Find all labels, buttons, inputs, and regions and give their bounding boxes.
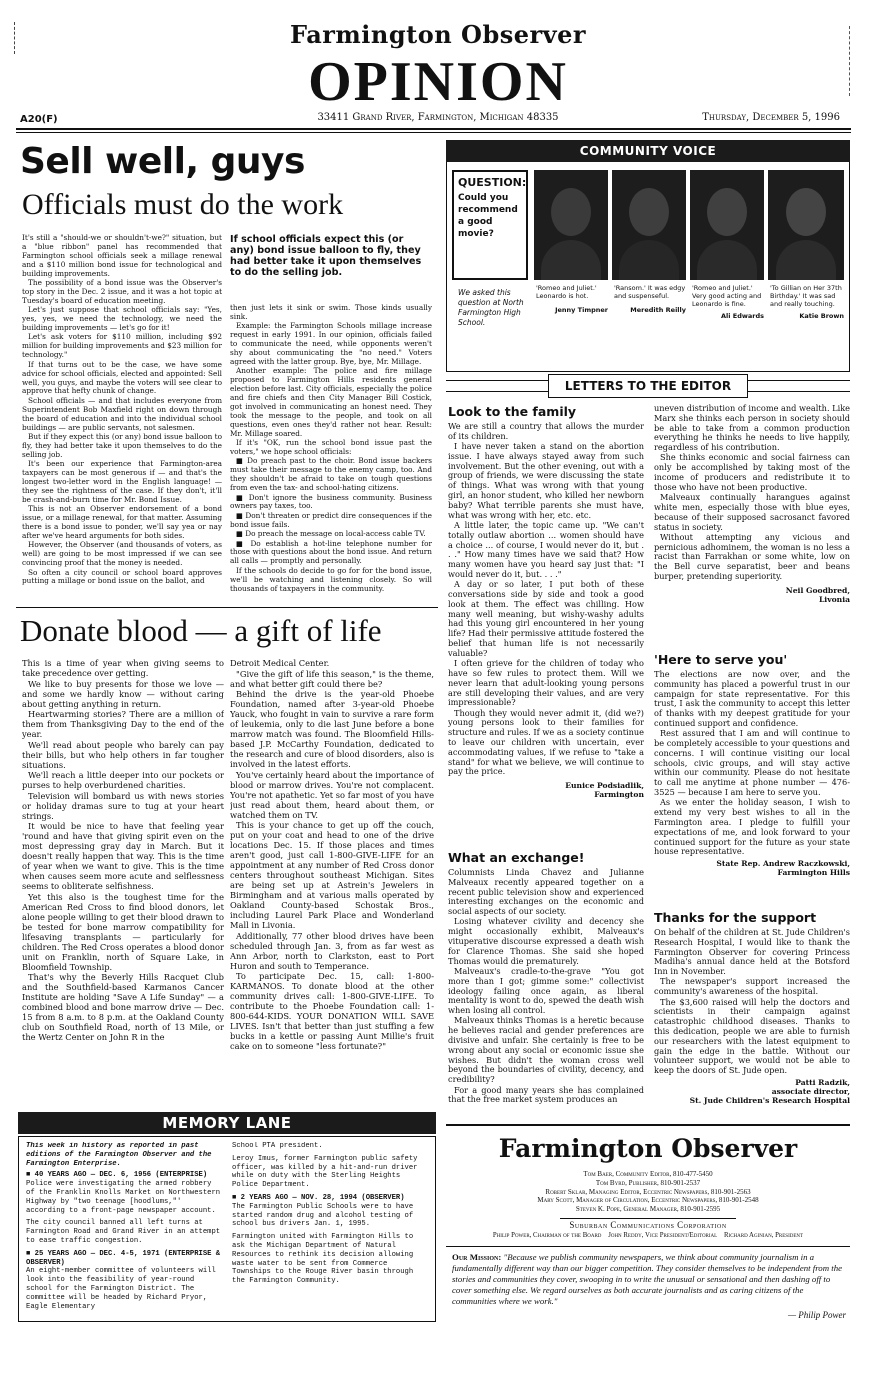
mission-text: "Because we publish community newspapers, we think about community journalism in a fundamentally different way than our bigger competition. They consider themselves to be independent from the stories and communities they cover, swooping in to write the unusual or sensational and then dashing off to cover something else. We regard ourselves as both accurate journalists and as caring citizens of the communities where we work." — [452, 1252, 843, 1306]
quote-1 — [536, 284, 608, 314]
staff-rule — [446, 1246, 850, 1247]
quote-text: 'Romeo and Juliet.' Very good acting and Leonardo is fine. — [692, 284, 762, 308]
paragraph: then just lets it sink or swim. Those kinds usually sink. — [230, 304, 432, 321]
paragraph: We'll reach a little deeper into our pockets or purses to help overburdened charities. — [22, 770, 224, 790]
photo-jenny-timpner — [534, 170, 608, 280]
letter-title: Look to the family — [448, 404, 577, 419]
person-name: Ali Edwards — [721, 312, 764, 320]
paragraph: Another example: The police and fire millage proposed to Farmington Hills residents general election before last. City officials, especially the police and fire chiefs and then City Manager Bill Costick, got involved in communicating an honest need. They took the message to the people, and took on all questions, even ones they'd rather not hear. Result: Mr. Millage soared. — [230, 366, 432, 438]
paragraph: ■ Don't ignore the business community. Business owners pay taxes, too. — [230, 492, 432, 511]
paragraph: I often grieve for the children of today who have so few rules to protect them. Will we never learn that adult-looking young persons are still developing their values, and are very impressionable? — [448, 658, 644, 708]
editorial-subhead: Officials must do the work — [22, 188, 344, 221]
paragraph: Television will bombard us with news stories or holiday dramas sure to tug at your heart strings. — [22, 790, 224, 821]
paragraph: So often a city council or school board approves putting a millage or bond issue on the ballot, and — [22, 567, 222, 586]
memory-entry-heading: ■ 2 YEARS AGO — NOV. 28, 1994 (OBSERVER) — [232, 1193, 405, 1202]
photo-ali-edwards — [690, 170, 764, 280]
quote-text: 'Romeo and Juliet.' Leonardo is hot. — [536, 284, 597, 300]
paragraph: The elections are now over, and the community has placed a powerful trust in our campaign for state representative. For this trust, I ask the community to accept this letter of thanks with my deepest gratitude for your continued support and confidence. — [654, 670, 850, 728]
quote-4 — [770, 284, 844, 320]
editorial2-headline: Donate blood — a gift of life — [20, 613, 382, 648]
address: 33411 Grand River, Farmington, Michigan 48335 — [317, 112, 559, 123]
paragraph: uneven distribution of income and wealth. Like Marx she thinks each person in society should be able to take from a common production everything he thinks he needs to live happily, regardless of his contribution. — [654, 404, 850, 453]
paragraph: ■ Do establish a hot-line telephone number for those with questions about the bond issue. And return all calls — promptly and personally. — [230, 538, 432, 566]
paragraph: On behalf of the children at St. Jude Children's Research Hospital, I would like to thank the Farmington Observer for covering Princess Madiha's annual dance held at the Botsford Inn in November. — [654, 928, 850, 977]
paragraph: ■ Do preach past to the choir. Bond issue backers must take their message to the enemy camp, too. And they shouldn't be afraid to take on tough questions from even the tax- and school-hating citizens. — [230, 456, 432, 493]
quote-text: 'To Gillian on Her 37th Birthday.' It was sad and really touching. — [770, 284, 842, 308]
letter-what-an-exchange-continued — [654, 404, 850, 640]
corporation-name: Suburban Communications Corporation — [560, 1218, 736, 1230]
paragraph: To participate Dec. 15, call: 1-800-KARMANOS. To donate blood at the other community drives call: 1-800-GIVE-LIFE. To contribute to the Phoebe Foundation call: 1-800-644-KIDS. YOUR DONATION WILL SAVE LIVES. Isn't that better than just stuffing a few bucks in a kettle or passing Aunt Millie's fruit cake on to someone "less fortunate?" — [230, 971, 434, 1051]
letter-title: What an exchange! — [448, 850, 585, 865]
paragraph: Example: the Farmington Schools millage increase request in early 1991. In our opinion, officials failed to communicate the need, while opponents weren't shy about communicating the "no need." Voters agreed with the latter group. Bye, bye, Mr. Millage. — [230, 321, 432, 366]
memory-intro: This week in history as reported in past editions of the Farmington Observer and the Farmington Enterprise. — [26, 1142, 212, 1168]
community-voice-bar: COMMUNITY VOICE — [446, 140, 850, 162]
paragraph: We like to buy presents for those we love — and some we hardly know — without caring about getting anything in return. — [22, 678, 224, 709]
quote-3 — [692, 284, 764, 320]
letter-signature-title: associate director, — [771, 1086, 850, 1096]
letter-signature-city: Farmington Hills — [777, 868, 850, 878]
masthead-rule — [16, 128, 851, 130]
person-name: Katie Brown — [799, 312, 844, 320]
memory-column-2 — [232, 1142, 430, 1320]
staff-line: Robert Sklar, Managing Editor, Eccentric Newspapers, 810-901-2563 — [545, 1187, 751, 1196]
memory-entry: An eight-member committee of volunteers will look into the feasibility of year-round school for the Farmington District. The committee will be headed by Richard Pryor, Eagle Elementary — [26, 1267, 216, 1311]
letter-signature-org: St. Jude Children's Research Hospital — [689, 1095, 850, 1105]
paragraph: This is not an Observer endorsement of a bond issue, or a millage renewal, for that matter. Assuming there is a bond issue to ponder, we'll say yea or nay after we've heard arguments for both sides. — [22, 504, 222, 540]
paragraph: The newspaper's support increased the community's awareness of the hospital. — [654, 976, 850, 997]
paragraph: Additionally, 77 other blood drives have been scheduled through Jan. 3, from as far west as Ann Arbor, north to Clarkston, east to Port Huron and south to Temperance. — [230, 930, 434, 971]
memory-entry-heading: ■ 25 YEARS AGO — DEC. 4-5, 1971 (ENTERPRISE & OBSERVER) — [26, 1249, 221, 1267]
officers: Philip Power, Chairman of the Board John Reddy, Vice President/Editorial Richard Aginian, President — [492, 1232, 804, 1239]
section-title: OPINION — [308, 51, 568, 113]
paragraph: Though they would never admit it, (did we?) young persons look to their families for structure and rules. If we as a society continue to leave our children with uncertain, ever accommodating values, if we refuse to "take a stand" for what we believe, we will continue to pay the price. — [448, 707, 644, 777]
photo-katie-brown — [768, 170, 844, 280]
staff-line: Steven K. Pope, General Manager, 810-901-2595 — [575, 1205, 721, 1214]
paragraph: That's why the Beverly Hills Racquet Club and the Southfield-based Karmanos Cancer Institute are holding "Save A Life Sunday" — a combined blood and bone marrow drive — Dec. 15 from 8 a.m. to 8 p.m. at the Oakland County club on Southfield Road, north of 13 Mile, or the Wertz Center on John R in the — [22, 972, 224, 1042]
paragraph: Behind the drive is the year-old Phoebe Foundation, named after 3-year-old Phoebe Yauck, who fought in vain to survive a rare form of leukemia, only to die last June before a bone marrow match was found. The Bloomfield Hills-based J.P. McCarthy Foundation, dedicated to the research and cure of blood disorders, also is involved in the latest efforts. — [230, 689, 434, 769]
memory-entry: The city council banned all left turns at Farmington Road and Grand River in an attempt to ease traffic congestion. — [26, 1219, 221, 1245]
staff-line: Tom Baer, Community Editor, 810-477-5450 — [583, 1170, 713, 1178]
staff-line: Tom Byrd, Publisher, 810-901-2537 — [595, 1178, 701, 1187]
memory-entry: School PTA president. — [232, 1142, 323, 1150]
editorial1-column-1 — [22, 234, 222, 598]
paragraph: ■ Don't threaten or predict dire consequences if the bond issue fails. — [230, 510, 432, 529]
pull-quote: If school officials expect this (or any) bond issue balloon to fly, they had better take it upon themselves to do the selling job. — [230, 234, 422, 278]
memory-entry: Farmington united with Farmington Hills to ask the Michigan Department of Natural Resources to rethink its decision allowing waste water to be sent from Commerce Townships to the Rouge River basin through the Farmington Community. — [232, 1233, 414, 1286]
paragraph: It's been our experience that Farmington-area taxpayers can be most generous if — and that's the longest two-letter word in the English language! — they see the rightness of the case. If they don't, it'll be crash-and-burn time for Mr. Bond Issue. — [22, 459, 222, 504]
memory-entry: Leroy Imus, former Farmington public safety officer, was killed by a hit-and-run driver while on duty with the Sterling Heights Police Department. — [232, 1154, 418, 1190]
paragraph: "Give the gift of life this season," is the theme, and what better gift could there be? — [230, 668, 434, 689]
paragraph: You've certainly heard about the importance of blood or marrow drives. You're not complacent. You're not apathetic. Yet so far most of you have just read about them, heard about them, or watched them on TV. — [230, 769, 434, 820]
paragraph: Rest assured that I am and will continue to be completely accessible to your questions and concerns. I will continue visiting our local schools, civic groups, and will stay active within our community. Please do not hesitate to call me anytime at phone number — 476-3525 — because I am here to serve you. — [654, 728, 850, 798]
question-location: We asked this question at North Farmington High School. — [458, 288, 524, 327]
memory-column-1 — [26, 1142, 224, 1320]
letter-signature: Neil Goodbred, — [785, 585, 850, 595]
mission-statement — [452, 1252, 846, 1307]
letter-signature: Eunice Podsiadlik, — [565, 781, 644, 791]
paragraph: This is your chance to get up off the couch, put on your coat and head to one of the drive locations Dec. 15. If those places and times aren't good, just call 1-800-GIVE-LIFE for an appointment at any number of Red Cross donor centers throughout southeast Michigan. Sites are being set up at Astrein's Jewelers in Birmingham and at various malls operated by Oakland County-based Schostak Bros., including Laurel Park Place and Wonderland Mall in Livonia. — [230, 820, 434, 930]
letter-here-to-serve — [654, 670, 850, 880]
paragraph: Yet this also is the toughest time for the American Red Cross to find blood donors, let alone people willing to get their blood drawn to be tested for bone marrow compatibility for lifesaving transplants — particularly for children. The Red Cross operates a blood donor unit on Franklin, north of Square Lake, in Bloomfield Township. — [22, 891, 224, 972]
letter-signature: Patti Radzik, — [795, 1077, 850, 1087]
paragraph: The possibility of a bond issue was the Observer's top story in the Dec. 2 issue, and it was a hot topic at Tuesday's board of education meeting. — [22, 278, 222, 305]
page-number: A20(F) — [20, 114, 58, 125]
paragraph: It's still a "should-we or shouldn't-we?" situation, but a "blue ribbon" panel has recommended that Farmington school officials seek a millage renewal and a $110 million bond issue for technological and building improvements. — [22, 234, 222, 278]
question-box — [452, 170, 528, 280]
letter-look-to-family — [448, 422, 644, 830]
memory-entry: The Farmington Public Schools were to have started random drug and alcohol testing of school bus drivers Jan. 1, 1995. — [232, 1202, 414, 1229]
quote-text: 'Ransom.' It was edgy and suspenseful. — [614, 284, 686, 300]
mission-label: Our Mission: — [452, 1252, 502, 1262]
staff-line: Mary Scott, Manager of Circulation, Eccentric Newspapers, 810-901-2548 — [537, 1196, 759, 1205]
paragraph: If that turns out to be the case, we have some advice for school officials, elected and appointed: Sell well, you guys, and maybe the voters will see clear to approve that hefty chunk of change. — [22, 359, 222, 396]
editorial2-column-1 — [22, 658, 224, 1106]
paragraph: School officials — and that includes everyone from Superintendent Bob Maxfield right on down through the board of education and into the individual school buildings — are public servants, not salesmen. — [22, 395, 222, 432]
paragraph: The $3,600 raised will help the doctors and scientists in their campaign against catastrophic childhood diseases. Thanks to this dedication, people we are able to furnish our researchers with the latest equipment to gain the edge in the battle. Without our volunteer support, we would not be able to keep the doors of St. Jude open. — [654, 996, 850, 1076]
memory-entry-heading: ■ 40 YEARS AGO — DEC. 6, 1956 (ENTERPRISE) — [26, 1171, 208, 1180]
letter-signature-city: Farmington — [594, 790, 644, 800]
paragraph: If it's "OK, run the school bond issue past the voters," we hope school officials: — [230, 438, 432, 456]
masthead-rule-thin — [16, 132, 851, 133]
staff-list — [446, 1170, 850, 1214]
paragraph: Malveaux's cradle-to-the-grave "You got more than I got; gimme some:" collectivist ideology failing once again, as liberal mentality is wont to do, spewed the death wish when losing all control. — [448, 965, 644, 1016]
paragraph: But if they expect this (or any) bond issue balloon to fly, they had better take it upon themselves to do the selling job. — [22, 431, 222, 459]
staff-logo: Farmington Observer — [498, 1134, 798, 1163]
paragraph: Let's just suppose that school officials say: "Yes, yes, yes, we need the technology, we need the building improvements — let's go for it! — [22, 305, 222, 333]
memory-lane-bar: MEMORY LANE — [18, 1112, 436, 1134]
photo-meredith-reilly — [612, 170, 686, 280]
question-text: Could you recommend a good movie? — [458, 193, 518, 239]
paragraph: Let's ask voters for $110 million, including $92 million for building improvements and $23 million for technology." — [22, 332, 222, 360]
divider — [16, 607, 438, 608]
editorial2-column-2 — [230, 658, 434, 1106]
editorial-headline: Sell well, guys — [20, 141, 305, 182]
paragraph: Heartwarming stories? There are a million of them from Thanksgiving Day to the end of the year. — [22, 709, 224, 739]
paragraph: We'll read about people who barely can pay their bills, but who help others in far tougher situations. — [22, 739, 224, 770]
person-name: Meredith Reilly — [630, 306, 686, 314]
paragraph: If the schools do decide to go for for the bond issue, we'll be watching and listening closely. So will thousands of taxpayers in the community. — [230, 565, 432, 593]
paragraph: Malveaux thinks Thomas is a heretic because he believes racial and gender preferences are divisive and unfair. She certainly is free to be wrong about any social or economic issue she wishes. But didn't the woman cross well beyond the boundaries of civility, decency, and credibility? — [448, 1015, 644, 1085]
mission-signature: — Philip Power — [788, 1310, 846, 1320]
paragraph: However, the Observer (and thousands of voters, as well) are going to be most impressed if we can see convincing proof that the money is needed. — [22, 540, 222, 568]
letter-title: Thanks for the support — [654, 910, 817, 925]
letter-what-an-exchange — [448, 868, 644, 1120]
paragraph: It would be nice to have that feeling year 'round and have that giving spirit even on the most depressing gray day in March. But it doesn't really happen that way. This is the time of year when we want to give. This is the time when causes seem more acute and selflessness seems to obliterate selfishness. — [22, 821, 224, 891]
editorial1-column-2 — [230, 304, 432, 598]
paragraph: A little later, the topic came up. "We can't totally outlaw abortion ... women should have a choice ... of course, I would never do it, but . . ." How many times have we said that? How many women have you heard say just that: "I would never do it, but. . . ." — [448, 519, 644, 579]
paragraph: Without attempting any vicious and pernicious adhominem, the woman is no less a racist than Farrakhan or some white, low on the Bell curve separatist, beer and beans burper, pretending superiority. — [654, 531, 850, 582]
question-label: QUESTION: — [458, 176, 527, 189]
paragraph: Malveaux continually harangues against white men, especially those with blue eyes, because of their supposed sacrosanct favored status in society. — [654, 492, 850, 532]
date: Thursday, December 5, 1996 — [702, 112, 840, 123]
paragraph: We are still a country that allows the murder of its children. — [448, 422, 644, 441]
paragraph: Losing whatever civility and decency she might occasionally exhibit, Malveaux's vituperative discourse expressed a death wish for Clarence Thomas. She said she hoped Thomas would die prematurely. — [448, 916, 644, 966]
paragraph: ■ Do preach the message on local-access cable TV. — [236, 529, 426, 539]
paragraph: As we enter the holiday season, I wish to extend my very best wishes to all in the Farmington area. I pledge to fulfill your expectations of me, and look forward to your continued support for the future as your state house representative. — [654, 797, 850, 857]
paragraph: For a good many years she has complained that the free market system produces an — [448, 1084, 644, 1105]
letters-bar: LETTERS TO THE EDITOR — [548, 374, 748, 398]
paragraph: Columnists Linda Chavez and Julianne Malveaux recently appeared together on a recent public television show and experienced interesting exchanges on the economic and social aspects of our society. — [448, 868, 644, 917]
quote-2 — [614, 284, 686, 314]
paragraph: She thinks economic and social fairness can only be accomplished by taking most of the income of producers and redistribute it to those who have not been productive. — [654, 452, 850, 492]
paragraph: This is a time of year when giving seems to take precedence over getting. — [22, 658, 224, 678]
paragraph: A day or so later, I put both of these conversations side by side and took a good look at them. The effect was chilling. How many well meaning, but wishy-washy adults had this young girl encountered in her young life? Had their permissive attitude fostered the belief that human life is not necessarily valuable? — [448, 579, 644, 658]
paragraph: I have never taken a stand on the abortion issue. I have always stayed away from such involvement. But the other evening, out with a group of friends, we were discussing the state of things. What was wrong with that young girl, an honor student, who killed her newborn baby? What terrible parents she must have, what was wrong with her, etc. etc. — [448, 441, 644, 520]
paragraph: Detroit Medical Center. — [230, 658, 330, 668]
letter-signature-city: Livonia — [818, 594, 850, 604]
letter-title: 'Here to serve you' — [654, 652, 788, 667]
letter-thanks-support — [654, 928, 850, 1118]
paper-name: Farmington Observer — [289, 20, 587, 49]
letter-signature: State Rep. Andrew Raczkowski, — [716, 859, 850, 869]
person-name: Jenny Timpner — [555, 306, 608, 314]
memory-entry: Police were investigating the armed robbery of the Franklin Knolls Market on Northwestern Highway by "two teenage [hoodlums,"' according to a front-page newspaper account. — [26, 1180, 221, 1215]
